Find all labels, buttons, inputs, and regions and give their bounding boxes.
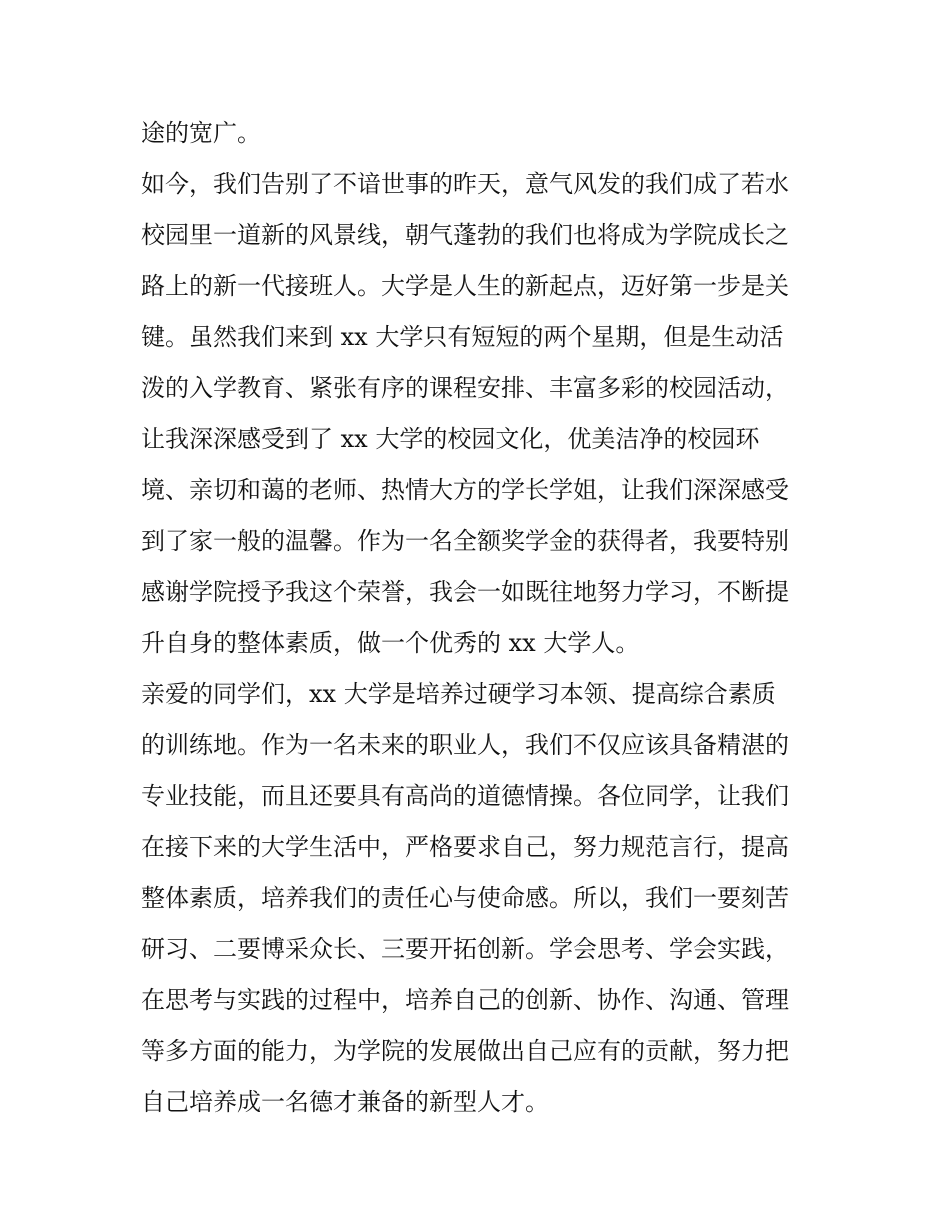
text-line: 升自身的整体素质，做一个优秀的 xx 大学人。 [141, 629, 640, 657]
text-line: 感谢学院授予我这个荣誉，我会一如既往地努力学习，不断提 [141, 578, 789, 606]
text-line: 在接下来的大学生活中，严格要求自己，努力规范言行，提高 [141, 833, 789, 861]
text-line: 亲爱的同学们，xx 大学是培养过硬学习本领、提高综合素质 [141, 680, 776, 708]
text-line: 的训练地。作为一名未来的职业人，我们不仅应该具备精湛的 [141, 731, 789, 759]
text-line: 途的宽广。 [141, 119, 261, 147]
text-line: 路上的新一代接班人。大学是人生的新起点，迈好第一步是关 [141, 272, 789, 300]
body-text [141, 108, 821, 1128]
text-line: 在思考与实践的过程中，培养自己的创新、协作、沟通、管理 [141, 986, 789, 1014]
text-line: 让我深深感受到了 xx 大学的校园文化，优美洁净的校园环 [141, 425, 760, 453]
text-line: 校园里一道新的风景线，朝气蓬勃的我们也将成为学院成长之 [141, 221, 789, 249]
text-line: 境、亲切和蔼的老师、热情大方的学长学姐，让我们深深感受 [141, 476, 789, 504]
text-line: 泼的入学教育、紧张有序的课程安排、丰富多彩的校园活动， [141, 374, 789, 402]
text-line: 自己培养成一名德才兼备的新型人才。 [141, 1088, 549, 1116]
text-line: 到了家一般的温馨。作为一名全额奖学金的获得者，我要特别 [141, 527, 789, 555]
text-line: 等多方面的能力，为学院的发展做出自己应有的贡献，努力把 [141, 1037, 789, 1065]
text-line: 如今，我们告别了不谙世事的昨天，意气风发的我们成了若水 [141, 170, 789, 198]
text-line: 整体素质，培养我们的责任心与使命感。所以，我们一要刻苦 [141, 884, 789, 912]
text-line: 键。虽然我们来到 xx 大学只有短短的两个星期，但是生动活 [141, 323, 784, 351]
text-line: 研习、二要博采众长、三要开拓创新。学会思考、学会实践， [141, 935, 789, 963]
text-line: 专业技能，而且还要具有高尚的道德情操。各位同学，让我们 [141, 782, 789, 810]
